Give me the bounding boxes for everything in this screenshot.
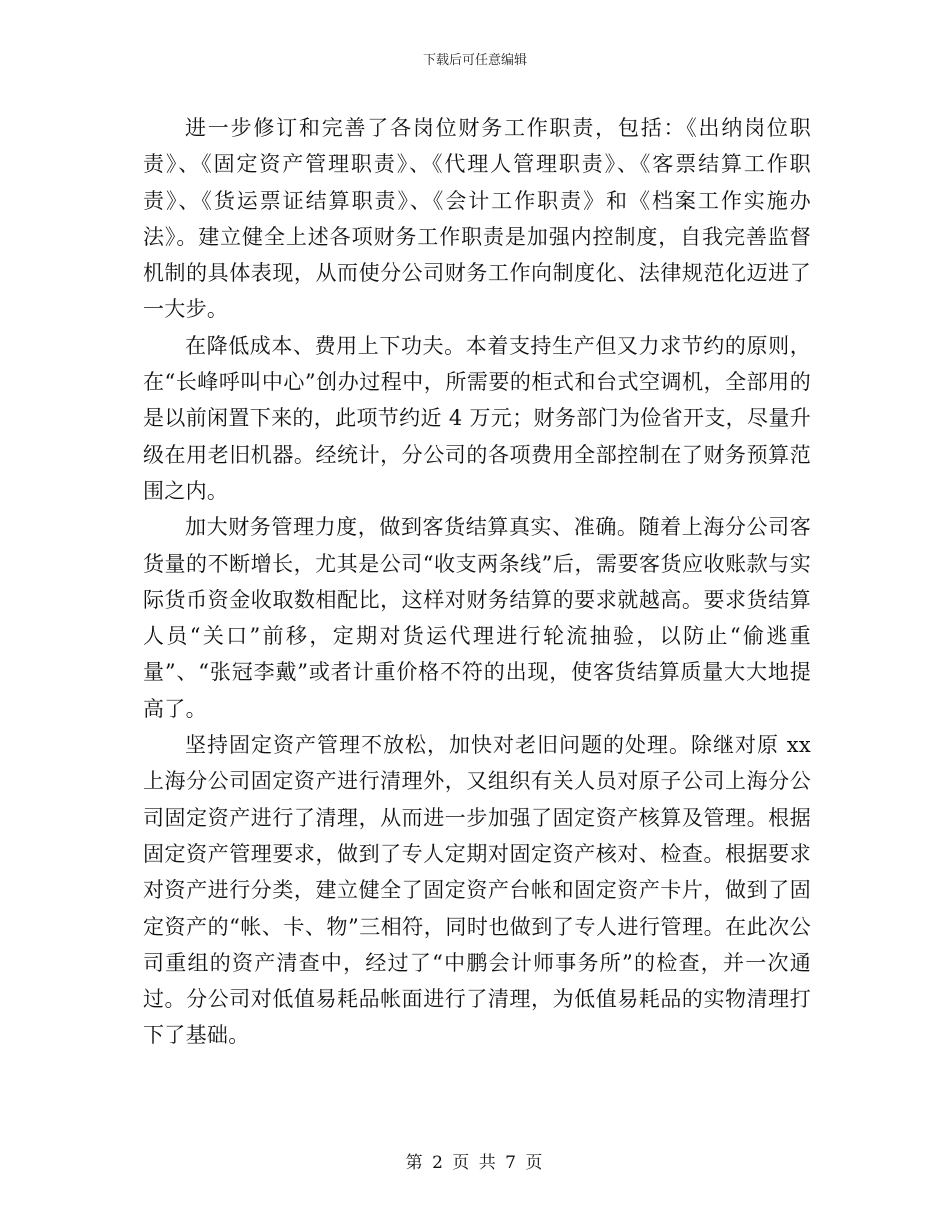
paragraph-fixed-assets: 坚持固定资产管理不放松，加快对老旧问题的处理。除继对原 xx 上海分公司固定资产进行清理外，又组织有关人员对原子公司上海分公司固定资产进行了清理，从而进一步加强了固定资产核算及管理。根据固定资产管理要求，做到了专人定期对固定资产核对、检查。根据要求对资产进行分类，建立健全了固定资产台帐和固定资产卡片，做到了固定资产的“帐、卡、物”三相符，同时也做到了专人进行管理。在此次公司重组的资产清查中，经过了“中鹏会计师事务所”的检查，并一次通过。分公司对低值易耗品帐面进行了清理，为低值易耗品的实物清理打下了基础。	[143, 733, 811, 1048]
document-body	[143, 110, 811, 1054]
page-number: 第 2 页 共 7 页	[405, 1153, 545, 1173]
page-header: 下载后可任意编辑	[422, 53, 527, 68]
paragraph-cost-reduction: 在降低成本、费用上下功夫。本着支持生产但又力求节约的原则，在“长峰呼叫中心”创办过程中，所需要的柜式和台式空调机，全部用的是以前闲置下来的，此项节约近 4 万元；财务部门为俭省开支，尽量升级在用老旧机器。经统计，分公司的各项费用全部控制在了财务预算范围之内。	[143, 333, 811, 503]
paragraph-settlement-management: 加大财务管理力度，做到客货结算真实、准确。随着上海分公司客货量的不断增长，尤其是公司“收支两条线”后，需要客货应收账款与实际货币资金收取数相配比，这样对财务结算的要求就越高。要求货结算人员“关口”前移，定期对货运代理进行轮流抽验，以防止“偷逃重量”、“张冠李戴”或者计重价格不符的出现，使客货结算质量大大地提高了。	[143, 515, 811, 721]
paragraph-responsibilities: 进一步修订和完善了各岗位财务工作职责，包括：《出纳岗位职责》、《固定资产管理职责》、《代理人管理职责》、《客票结算工作职责》、《货运票证结算职责》、《会计工作职责》和《档案工作实施办法》。建立健全上述各项财务工作职责是加强内控制度，自我完善监督机制的具体表现，从而使分公司财务工作向制度化、法律规范化迈进了一大步。	[143, 116, 811, 322]
